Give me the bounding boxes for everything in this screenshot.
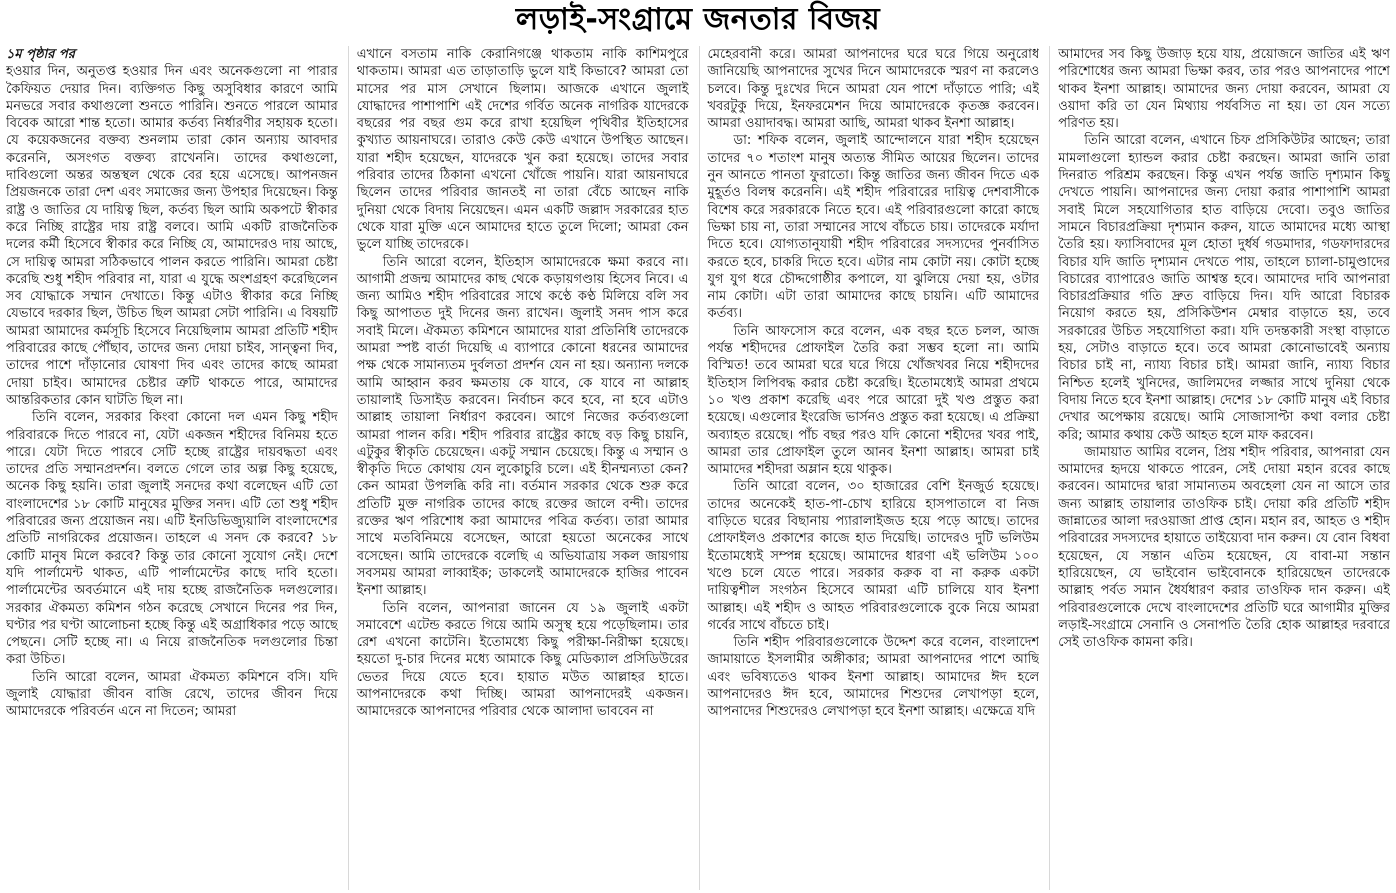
paragraph: তিনি বলেন, সরকার কিংবা কোনো দল এমন কিছু শহীদ পরিবারকে দিতে পারবে না, যেটা একজন শহীদের বিনিময় হতে পারে। যেটা দিতে পারবে সেটি হচ্ছে রাষ্ট্রের দায়বদ্ধতা এবং তাদের প্রতি সম্মানপ্রদর্শন। বলতে গেলে তার অল্প কিছু হয়েছে, অনেক কিছু হয়নি। তারা জুলাই সনদের কথা বলেছেন এটি তো বাংলাদেশের ১৮ কোটি মানুষের মুক্তির সনদ। এটি তো শুধু শহীদ পরিবারের জন্য প্রয়োজন নয়। এটি ইনডিভিজ্যুয়ালি বাংলাদেশের প্রতিটি নাগরিকের প্রয়োজন। তাহলে এ সনদ কে করবে? ১৮ কোটি মানুষ মিলে করবে? কিন্তু তার কোনো সুযোগ নেই। দেশে যদি পার্লামেন্ট থাকত, এটি পার্লামেন্টের কাছে দাবি হতো। পার্লামেন্টের অবর্তমানে এই দায় হচ্ছে রাজনৈতিক দলগুলোর। সরকার ঐকমত্য কমিশন গঠন করেছে সেখানে দিনের পর দিন, ঘণ্টার পর ঘণ্টা আলোচনা হচ্ছে কিন্তু এই অগ্রাধিকার পড়ে আছে পেছনে। সেটি হচ্ছে না। এ নিয়ে রাজনৈতিক দলগুলোর চিন্তা করা উচিত। <box>6 410 338 668</box>
headline: লড়াই-সংগ্রামে জনতার বিজয় <box>515 1 881 37</box>
paragraph: তিনি আরো বলেন, আমরা ঐকমত্য কমিশনে বসি। যদি জুলাই যোদ্ধারা জীবন বাজি রেখে, তাদের জীবন দিয়ে আমাদেরকে পরিবর্তন এনে না দিতেন; আমরা <box>6 669 338 720</box>
article-column-2 <box>348 46 689 890</box>
article-column-1 <box>6 46 338 890</box>
headline-bar <box>0 0 1396 40</box>
paragraph: তিনি আরো বলেন, ইতিহাস আমাদেরকে ক্ষমা করবে না। আগামী প্রজন্ম আমাদের কাছ থেকে কড়ায়গণ্ডায় হিসেব নিবে। এ জন্য আমিও শহীদ পরিবারের সাথে কণ্ঠে কণ্ঠ মিলিয়ে বলি সব কিছু আপাতত দুই দিনের জন্য রাখেন। জুলাই সনদ পাস করে সবাই মিলে। ঐকমত্য কমিশনে আমাদের যারা প্রতিনিধি তাদেরকে আমরা স্পষ্ট বার্তা দিয়েছি এ ব্যাপারে কোনো ধরনের আমাদের পক্ষ থেকে সামান্যতম দুর্বলতা প্রদর্শন যেন না হয়। অন্যান্য দলকে আমি আহ্বান করব ক্ষমতায় কে যাবে, কে যাবে না আল্লাহ তায়ালাই ডিসাইড করবেন। নির্বাচন কবে হবে, না হবে এটাও আল্লাহ তায়ালা নির্ধারণ করবেন। আগে নিজের কর্তব্যগুলো আমরা পালন করি। শহীদ পরিবার রাষ্ট্রের কাছে বড় কিছু চায়নি, এটুকুর স্বীকৃতি চেয়েছেন। একটু সম্মান চেয়েছে। কিন্তু এ সম্মান ও স্বীকৃতি দিতে কোথায় যেন লুকোচুরি চলে। এই হীনম্মন্যতা কেন? কেন আমরা উপলব্ধি করি না। বর্তমান সরকার থেকে শুরু করে প্রতিটি মুক্ত নাগরিক তাদের কাছে রক্তের জালে বন্দী। তাদের রক্তের ঋণ পরিশোধ করা আমাদের পবিত্র কর্তব্য। তারা আমার সাথে মতবিনিময়ে বসেছেন, আরো হয়তো অনেকের সাথে বসেছেন। আমি তাদেরকে বলেছি এ অভিযাত্রায় সকল জায়গায় সবসময় আমরা লাব্বাইক; ডাকলেই আমাদেরকে হাজির পাবেন ইনশা আল্লাহ। <box>356 254 689 599</box>
paragraph: এখানে বসতাম নাকি কেরানিগঞ্জে থাকতাম নাকি কাশিমপুরে থাকতাম। আমরা এত তাড়াতাড়ি ভুলে যাই কিভাবে? আমরা তো মাসের পর মাস সেখানে ছিলাম। আজকে এখানে জুলাই যোদ্ধাদের পাশাপাশি এই দেশের গর্বিত অনেক নাগরিক যাদেরকে বছরের পর বছর গুম করে রাখা হয়েছিল পৃথিবীর ইতিহাসের কুখ্যাত আয়নাঘরে। তারাও কেউ কেউ এখানে উপস্থিত আছেন। যারা শহীদ হয়েছেন, যাদেরকে খুন করা হয়েছে। তাদের সবার পরিবার তাদের ঠিকানা এখনো খোঁজে পায়নি। যারা আয়নাঘরে ছিলেন তাদের পরিবার জানতই না তারা বেঁচে আছেন নাকি দুনিয়া থেকে বিদায় নিয়েছেন। এমন একটি জল্লাদ সরকারের হাত থেকে যারা মুক্তি এনে আমাদের হাতে তুলে দিলো; আমরা কেন ভুলে যাচ্ছি তাদেরকে। <box>356 47 689 253</box>
paragraph: তিনি বলেন, আপনারা জানেন যে ১৯ জুলাই একটা সমাবেশে এটেন্ড করতে গিয়ে আমি অসুস্থ হয়ে পড়েছিলাম। তার রেশ এখনো কাটেনি। ইতোমধ্যে কিছু পরীক্ষা-নিরীক্ষা হয়েছে। হয়তো দু-চার দিনের মধ্যে আমাকে কিছু মেডিক্যাল প্রসিডিউরের ভেতর দিয়ে যেতে হবে। হায়াত মউত আল্লাহর হাতে। আপনাদেরকে কথা দিচ্ছি। আমরা আপনাদেরই একজন। আমাদেরকে আপনাদের পরিবার থেকে আলাদা ভাববেন না <box>356 600 689 720</box>
article-column-4 <box>1049 46 1390 890</box>
paragraph: হওয়ার দিন, অনুতপ্ত হওয়ার দিন এবং অনেকগুলো না পারার কৈফিয়ত দেয়ার দিন। ব্যক্তিগত কিছু অসুবিধার কারণে আমি মনভরে সবার কথাগুলো শুনতে পারিনি। শুনতে পারলে আমার বিবেক আরো শান্ত হতো। আমার কর্তব্য নির্ধারণীর সহায়ক হতো। যে কয়েকজনের বক্তব্য শুনলাম তারা কোন অন্যায় আবদার করেননি, অসংগত বক্তব্য রাখেননি। তাদের কথাগুলো, দাবিগুলো অন্তর অন্তস্থল থেকে বের হয়ে এসেছে। আপনজন প্রিয়জনকে তারা দেশ এবং সমাজের জন্য উপহার দিয়েছেন। কিন্তু রাষ্ট্র ও জাতির যে দায়িত্ব ছিল, কর্তব্য ছিল আমি অকপটে স্বীকার করে নিচ্ছি রাষ্ট্রের দায় রাষ্ট্র বলবে। আমি একটি রাজনৈতিক দলের কর্মী হিসেবে স্বীকার করে নিচ্ছি যে, আমাদেরও দায় আছে, সে দায়িত্ব আমরা সঠিকভাবে পালন করতে পারিনি। আমরা চেষ্টা করেছি শুধু শহীদ পরিবার না, যারা এ যুদ্ধে অংশগ্রহণ করেছিলেন সব যোদ্ধাকে সম্মান দেখাতে। কিন্তু এটাও স্বীকার করে নিচ্ছি যেভাবে দরকার ছিল, উচিত ছিল আমরা সেটা পারিনি। এ বিষয়টি আমরা আমাদের কর্মসূচি হিসেবে নিয়েছিলাম আমরা প্রতিটি শহীদ পরিবারের কাছে পৌঁছাব, তাদের জন্য দোয়া চাইব, সান্ত্বনা দিব, তাদের পাশে দাঁড়ানোর ঘোষণা দিব এবং তাদের কাছে আমরা দোয়া চাইব। আমাদের চেষ্টার ত্রুটি থাকতে পারে, আমাদের আন্তরিকতার কোন ঘাটতি ছিল না। <box>6 64 338 408</box>
paragraph: তিনি আরো বলেন, এখানে চিফ প্রসিকিউটর আছেন; তারা মামলাগুলো হ্যান্ডল করার চেষ্টা করছেন। আমরা জানি তারা দিনরাত পরিশ্রম করছেন। কিন্তু এখন পর্যন্ত জাতি দৃশ্যমান কিছু দেখতে পায়নি। আপনাদের জন্য দোয়া করার পাশাপাশি আমরা সবাই মিলে সহযোগিতার হাত বাড়িয়ে দেবো। তবুও জাতির সামনে বিচারপ্রক্রিয়া দৃশ্যমান করুন, যাতে আমাদের মধ্যে আস্থা তৈরি হয়। ফ্যাসিবাদের মূল হোতা দুর্ধর্ষ গডমাদার, গডফাদারদের বিচার যদি জাতি দৃশ্যমান দেখতে পায়, তাহলে চ্যালা-চামুণ্ডাদের বিচারের ব্যাপারেও জাতি আশ্বস্ত হবে। আমাদের দাবি আপনারা বিচারপ্রক্রিয়ার গতি দ্রুত বাড়িয়ে দিন। যদি আরো বিচারক নিয়োগ করতে হয়, প্রসিকিউশন মেম্বার বাড়াতে হয়, তবে সরকারের উচিত সহযোগিতা করা। যদি তদন্তকারী সংস্থা বাড়াতে হয়, সেটাও বাড়াতে হবে। তবে আমরা কোনোভাবেই অন্যায় বিচার চাই না, ন্যায্য বিচার চাই। আমরা জানি, ন্যায্য বিচার নিশ্চিত হলেই খুনিদের, জালিমদের লজ্জার সাথে দুনিয়া থেকে বিদায় নিতে হবে ইনশা আল্লাহ। দেশের ১৮ কোটি মানুষ এই বিচার দেখার অপেক্ষায় রয়েছে। আমি সোজাসাপ্টা কথা বলার চেষ্টা করি; আমার কথায় কেউ আহত হলে মাফ করবেন। <box>1058 133 1390 443</box>
article-columns <box>6 46 1390 890</box>
paragraph: তিনি আরো বলেন, ৩০ হাজারের বেশি ইনজুর্ড হয়েছে। তাদের অনেকেই হাত-পা-চোখ হারিয়ে হাসপাতালে বা নিজ বাড়িতে ঘরের বিছানায় প্যারালাইজড হয়ে পড়ে আছে। তাদের প্রোফাইলও প্রকাশের কাজে হাত দিয়েছি। তাদেরও দুটি ভলিউম ইতোমধ্যেই সম্পন্ন হয়েছে। আমাদের ধারণা এই ভলিউম ১০০ খণ্ডে চলে যেতে পারে। সরকার করুক বা না করুক একটা দায়িত্বশীল সংগঠন হিসেবে আমরা এটি চালিয়ে যাব ইনশা আল্লাহ। এই শহীদ ও আহত পরিবারগুলোকে বুকে নিয়ে আমরা গর্বের সাথে বাঁচতে চাই। <box>707 479 1040 633</box>
paragraph: মেহেরবানী করে। আমরা আপনাদের ঘরে ঘরে গিয়ে অনুরোধ জানিয়েছি আপনাদের সুখের দিনে আমাদেরকে স্মরণ না করলেও চলবে। কিন্তু দুঃখের দিনে আমরা যেন পাশে দাঁড়াতে পারি; এই খবরটুকু দিয়ে, ইনফরমেশন দিয়ে আমাদেরকে কৃতজ্ঞ করবেন। আমরা ওয়াদাবদ্ধ। আমরা আছি, আমরা থাকব ইনশা আল্লাহ। <box>707 47 1040 132</box>
paragraph: তিনি শহীদ পরিবারগুলোকে উদ্দেশ করে বলেন, বাংলাদেশ জামায়াতে ইসলামীর অঙ্গীকার; আমরা আপনাদের পাশে আছি এবং ভবিষ্যতেও থাকব ইনশা আল্লাহ। আমাদের ঈদ হলে আপনাদেরও ঈদ হবে, আমাদের শিশুদের লেখাপড়া হলে, আপনাদের শিশুদেরও লেখাপড়া হবে ইনশা আল্লাহ। এক্ষেত্রে যদি <box>707 635 1040 720</box>
paragraph: জামায়াত আমির বলেন, প্রিয় শহীদ পরিবার, আপনারা যেন আমাদের হৃদয়ে থাকতে পারেন, সেই দোয়া মহান রবের কাছে করবেন। আমাদের দ্বারা সামান্যতম অবহেলা যেন না আসে তার জন্য আল্লাহ তায়ালার তাওফিক চাই। দোয়া করি প্রতিটি শহীদ জান্নাতের আলা দরওয়াজা প্রাপ্ত হোন। মহান রব, আহত ও শহীদ পরিবারের সদস্যদের হায়াতে তাইয়্যেবা দান করুন। যে বোন বিধবা হয়েছেন, যে সন্তান এতিম হয়েছেন, যে বাবা-মা সন্তান হারিয়েছেন, যে ভাইবোন ভাইবোনকে হারিয়েছেন তাদেরকে আল্লাহ পর্বত সমান ধৈর্যধারণ করার তাওফিক দান করুন। এই পরিবারগুলোকে দেখে বাংলাদেশের প্রতিটি ঘরে আগামীর মুক্তির লড়াই-সংগ্রামে সেনানি ও সেনাপতি তৈরি হোক আল্লাহর দরবারে সেই তাওফিক কামনা করি। <box>1058 444 1390 651</box>
jump-label: ১ম পৃষ্ঠার পর <box>6 47 75 62</box>
article-column-3 <box>699 46 1040 890</box>
paragraph: তিনি আফসোস করে বলেন, এক বছর হতে চলল, আজ পর্যন্ত শহীদদের প্রোফাইল তৈরি করা সম্ভব হলো না। আমি বিস্মিত! তবে আমরা ঘরে ঘরে গিয়ে খোঁজখবর নিয়ে শহীদদের ইতিহাস লিপিবদ্ধ করার চেষ্টা করেছি। ইতোমধ্যেই আমরা প্রথমে ১০ খণ্ড প্রকাশ করেছি এবং পরে আরো দুই খণ্ড প্রস্তুত করা হয়েছে। এগুলোর ইংরেজি ভার্সনও প্রস্তুত করা হয়েছে। এ প্রক্রিয়া অব্যাহত রয়েছে। পাঁচ বছর পরও যদি কোনো শহীদের খবর পাই, আমরা তার প্রোফাইল তুলে আনব ইনশা আল্লাহ। আমরা চাই আমাদের শহীদরা অম্লান হয়ে থাকুক। <box>707 323 1040 478</box>
paragraph: আমাদের সব কিছু উজাড় হয়ে যায়, প্রয়োজনে জাতির এই ঋণ পরিশোধের জন্য আমরা ভিক্ষা করব, তার পরও আপনাদের পাশে থাকব ইনশা আল্লাহ। আমাদের জন্য দোয়া করবেন, আমরা যে ওয়াদা করি তা যেন মিথ্যায় পর্যবসিত না হয়। তা যেন সত্যে পরিণত হয়। <box>1058 47 1390 132</box>
paragraph: ডা: শফিক বলেন, জুলাই আন্দোলনে যারা শহীদ হয়েছেন তাদের ৭০ শতাংশ মানুষ অত্যন্ত সীমিত আয়ের ছিলেন। তাদের নুন আনতে পানতা ফুরাতো। কিন্তু জাতির জন্য জীবন দিতে এক মুহূর্তও বিলম্ব করেননি। এই শহীদ পরিবারের দায়িত্ব দেশবাসীকে বিশেষ করে সরকারকে নিতে হবে। এই পরিবারগুলো কারো কাছে ভিক্ষা চায় না, তারা সম্মানের সাথে বাঁচতে চায়। তাদেরকে মর্যাদা দিতে হবে। যোগ্যতানুযায়ী শহীদ পরিবারের সদস্যদের পুনর্বাসিত করতে হবে, চাকরি দিতে হবে। এটার নাম কোটা নয়। কোটা হচ্ছে যুগ যুগ ধরে চৌদ্দগোষ্ঠীর কপালে, যা ঝুলিয়ে দেয়া হয়, ওটার নাম কোটা। এটা তারা আমাদের কাছে চায়নি। এটি আমাদের কর্তব্য। <box>707 133 1040 322</box>
